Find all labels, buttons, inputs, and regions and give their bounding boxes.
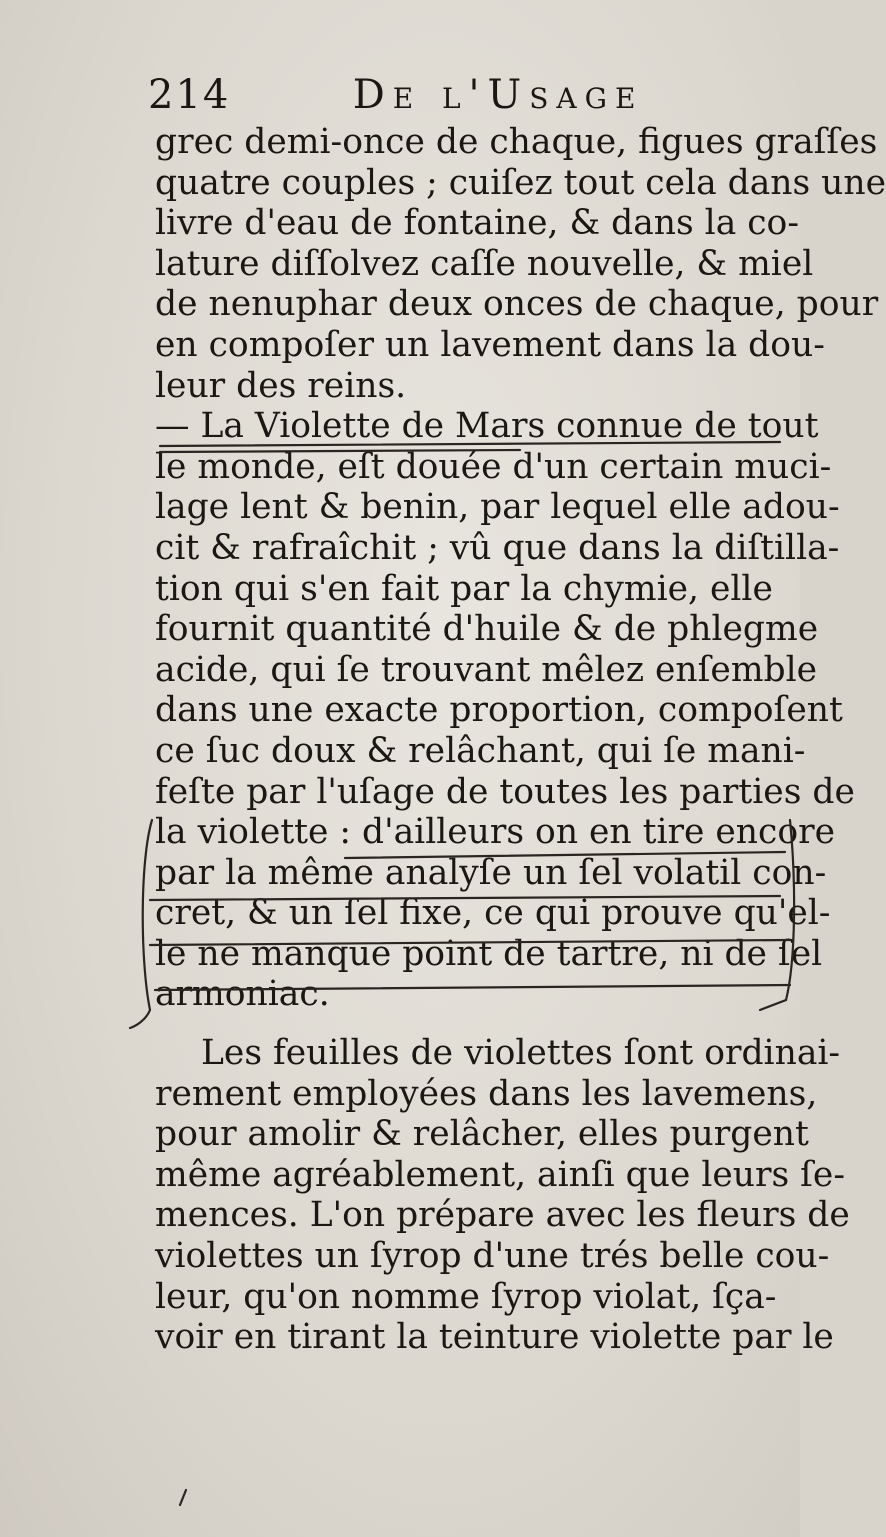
- running-title: De l'Usage: [352, 72, 644, 118]
- text-line: même agréablement, ainſi que leurs ſe-: [155, 1154, 845, 1195]
- text-line: dans une exacte proportion, compoſent: [155, 690, 843, 731]
- text-line: mences. L'on prépare avec les fleurs de: [155, 1195, 850, 1236]
- bracket-mark: [130, 820, 152, 1028]
- text-line: quatre couples ; cuiſez tout cela dans une: [155, 162, 886, 203]
- text-line: grec demi-once de chaque, figues graſſes: [155, 122, 878, 162]
- text-line: rement employées dans les lavemens,: [155, 1073, 818, 1114]
- bracket-mark: [760, 820, 794, 1010]
- text-line: pour amolir & relâcher, elles purgent: [155, 1114, 809, 1155]
- stray-mark: [180, 1490, 186, 1505]
- text-line: — La Violette de Mars connue de tout: [155, 406, 819, 447]
- underline-mark: [150, 896, 780, 900]
- text-line: feſte par l'uſage de toutes les parties de: [155, 771, 855, 812]
- text-line: lature diſſolvez caſſe nouvelle, & miel: [155, 243, 814, 284]
- text-line: violettes un ſyrop d'une trés belle cou-: [155, 1236, 830, 1277]
- text-line: fournit quantité d'huile & de phlegme: [155, 609, 819, 650]
- text-line: leur des reins.: [155, 365, 407, 406]
- text-line: livre d'eau de fontaine, & dans la co-: [155, 203, 799, 244]
- page-number: 214: [148, 72, 231, 118]
- underline-mark: [155, 985, 790, 990]
- text-line: leur, qu'on nomme ſyrop violat, ſça-: [155, 1276, 777, 1317]
- text-line: tion qui s'en fait par la chymie, elle: [155, 568, 773, 609]
- text-line: le monde, eſt douée d'un certain muci-: [155, 446, 832, 487]
- text-line: la violette : d'ailleurs on en tire encore: [155, 812, 836, 853]
- text-line: voir en tirant la teinture violette par le: [155, 1317, 834, 1358]
- underline-mark: [345, 852, 785, 858]
- text-line: par la même analyſe un ſel volatil con-: [155, 852, 827, 893]
- text-line: Les feuilles de violettes ſont ordinai-: [201, 1033, 841, 1074]
- underline-mark: [160, 442, 780, 446]
- text-line: ce ſuc doux & relâchant, qui ſe mani-: [155, 730, 806, 771]
- text-line: cit & rafraîchit ; vû que dans la diſtilla-: [155, 527, 840, 568]
- text-line: acide, qui ſe trouvant mêlez enſemble: [155, 649, 818, 690]
- text-line: armoniac.: [155, 974, 330, 1015]
- text-line: lage lent & benin, par lequel elle adou-: [155, 487, 840, 528]
- underline-mark: [150, 940, 790, 945]
- text-line: cret, & un ſel fixe, ce qui prouve qu'el-: [155, 893, 831, 934]
- text-line: de nenuphar deux onces de chaque, pour: [155, 284, 879, 325]
- text-line: en compoſer un lavement dans la dou-: [155, 324, 825, 365]
- text-line: le ne manque point de tartre, ni de ſel: [155, 933, 823, 974]
- underline-mark: [160, 450, 520, 452]
